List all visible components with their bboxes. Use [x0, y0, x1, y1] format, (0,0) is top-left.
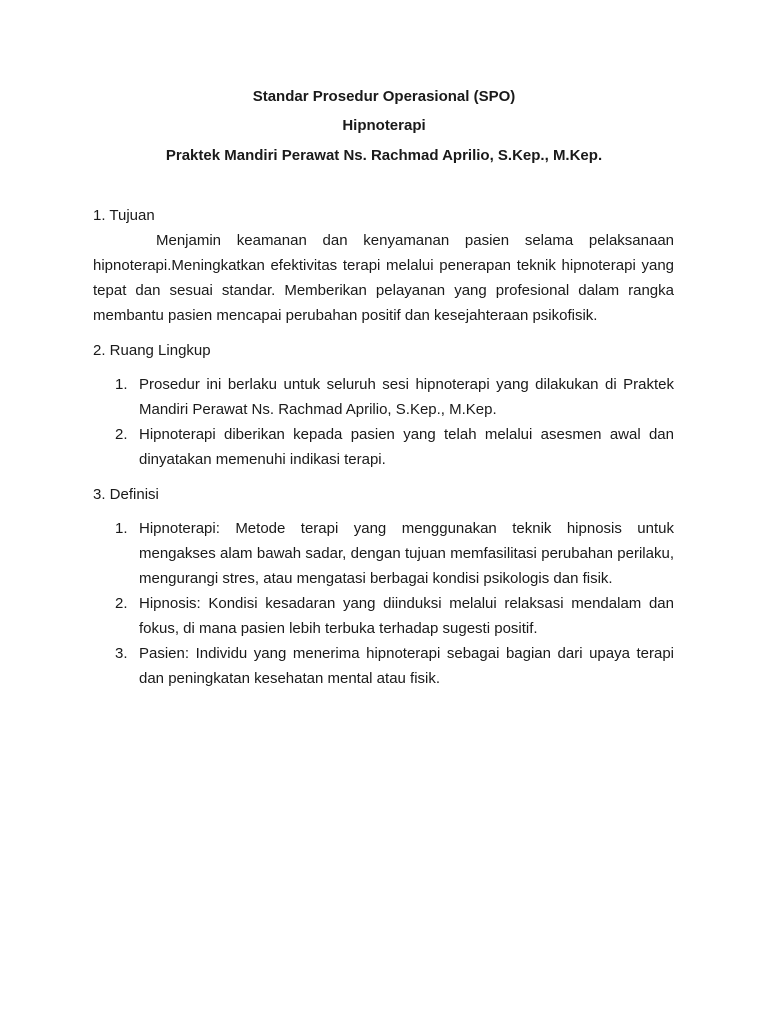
- section-definisi: [93, 482, 674, 691]
- document-body: [93, 203, 674, 691]
- numbered-list: [93, 372, 674, 472]
- list-text: Hipnoterapi: Metode terapi yang menggunakan teknik hipnosis untuk mengakses alam bawah sadar, dengan tujuan memfasilitasi perubahan perilaku, mengurangi stres, atau mengatasi berbagai kondisi psikologis dan fisik.: [139, 520, 674, 587]
- list-item: [93, 591, 674, 641]
- list-text: Pasien: Individu yang menerima hipnoterapi sebagai bagian dari upaya terapi dan peningkatan kesehatan mental atau fisik.: [139, 645, 674, 687]
- list-item: [93, 372, 674, 422]
- list-text: Hipnosis: Kondisi kesadaran yang diinduksi melalui relaksasi mendalam dan fokus, di mana pasien lebih terbuka terhadap sugesti positif.: [139, 595, 674, 637]
- list-item: [93, 641, 674, 691]
- numbered-list: [93, 516, 674, 691]
- list-number: 2.: [115, 595, 128, 612]
- list-text: Prosedur ini berlaku untuk seluruh sesi hipnoterapi yang dilakukan di Praktek Mandiri Perawat Ns. Rachmad Aprilio, S.Kep., M.Kep.: [139, 376, 674, 418]
- list-item: [93, 422, 674, 472]
- section-paragraph: Menjamin keamanan dan kenyamanan pasien selama pelaksanaan hipnoterapi.Meningkatkan efektivitas terapi melalui penerapan teknik hipnoterapi yang tepat dan sesuai standar. Memberikan pelayanan yang profesional dalam rangka membantu pasien mencapai perubahan positif dan kesejahteraan psikofisik.: [93, 232, 674, 324]
- list-item: [93, 516, 674, 591]
- document-subtitle: Hipnoterapi: [342, 117, 426, 134]
- section-heading: 3. Definisi: [93, 486, 159, 503]
- document-title: Standar Prosedur Operasional (SPO): [252, 88, 516, 105]
- list-number: 1.: [115, 376, 128, 393]
- section-heading: 1. Tujuan: [93, 207, 155, 224]
- document-author: Praktek Mandiri Perawat Ns. Rachmad Aprilio, S.Kep., M.Kep.: [165, 147, 603, 164]
- list-text: Hipnoterapi diberikan kepada pasien yang telah melalui asesmen awal dan dinyatakan memenuhi indikasi terapi.: [139, 426, 674, 468]
- list-number: 2.: [115, 426, 128, 443]
- section-tujuan: [93, 203, 674, 328]
- section-heading: 2. Ruang Lingkup: [93, 342, 211, 359]
- section-ruang-lingkup: [93, 338, 674, 472]
- list-number: 1.: [115, 520, 128, 537]
- list-number: 3.: [115, 645, 128, 662]
